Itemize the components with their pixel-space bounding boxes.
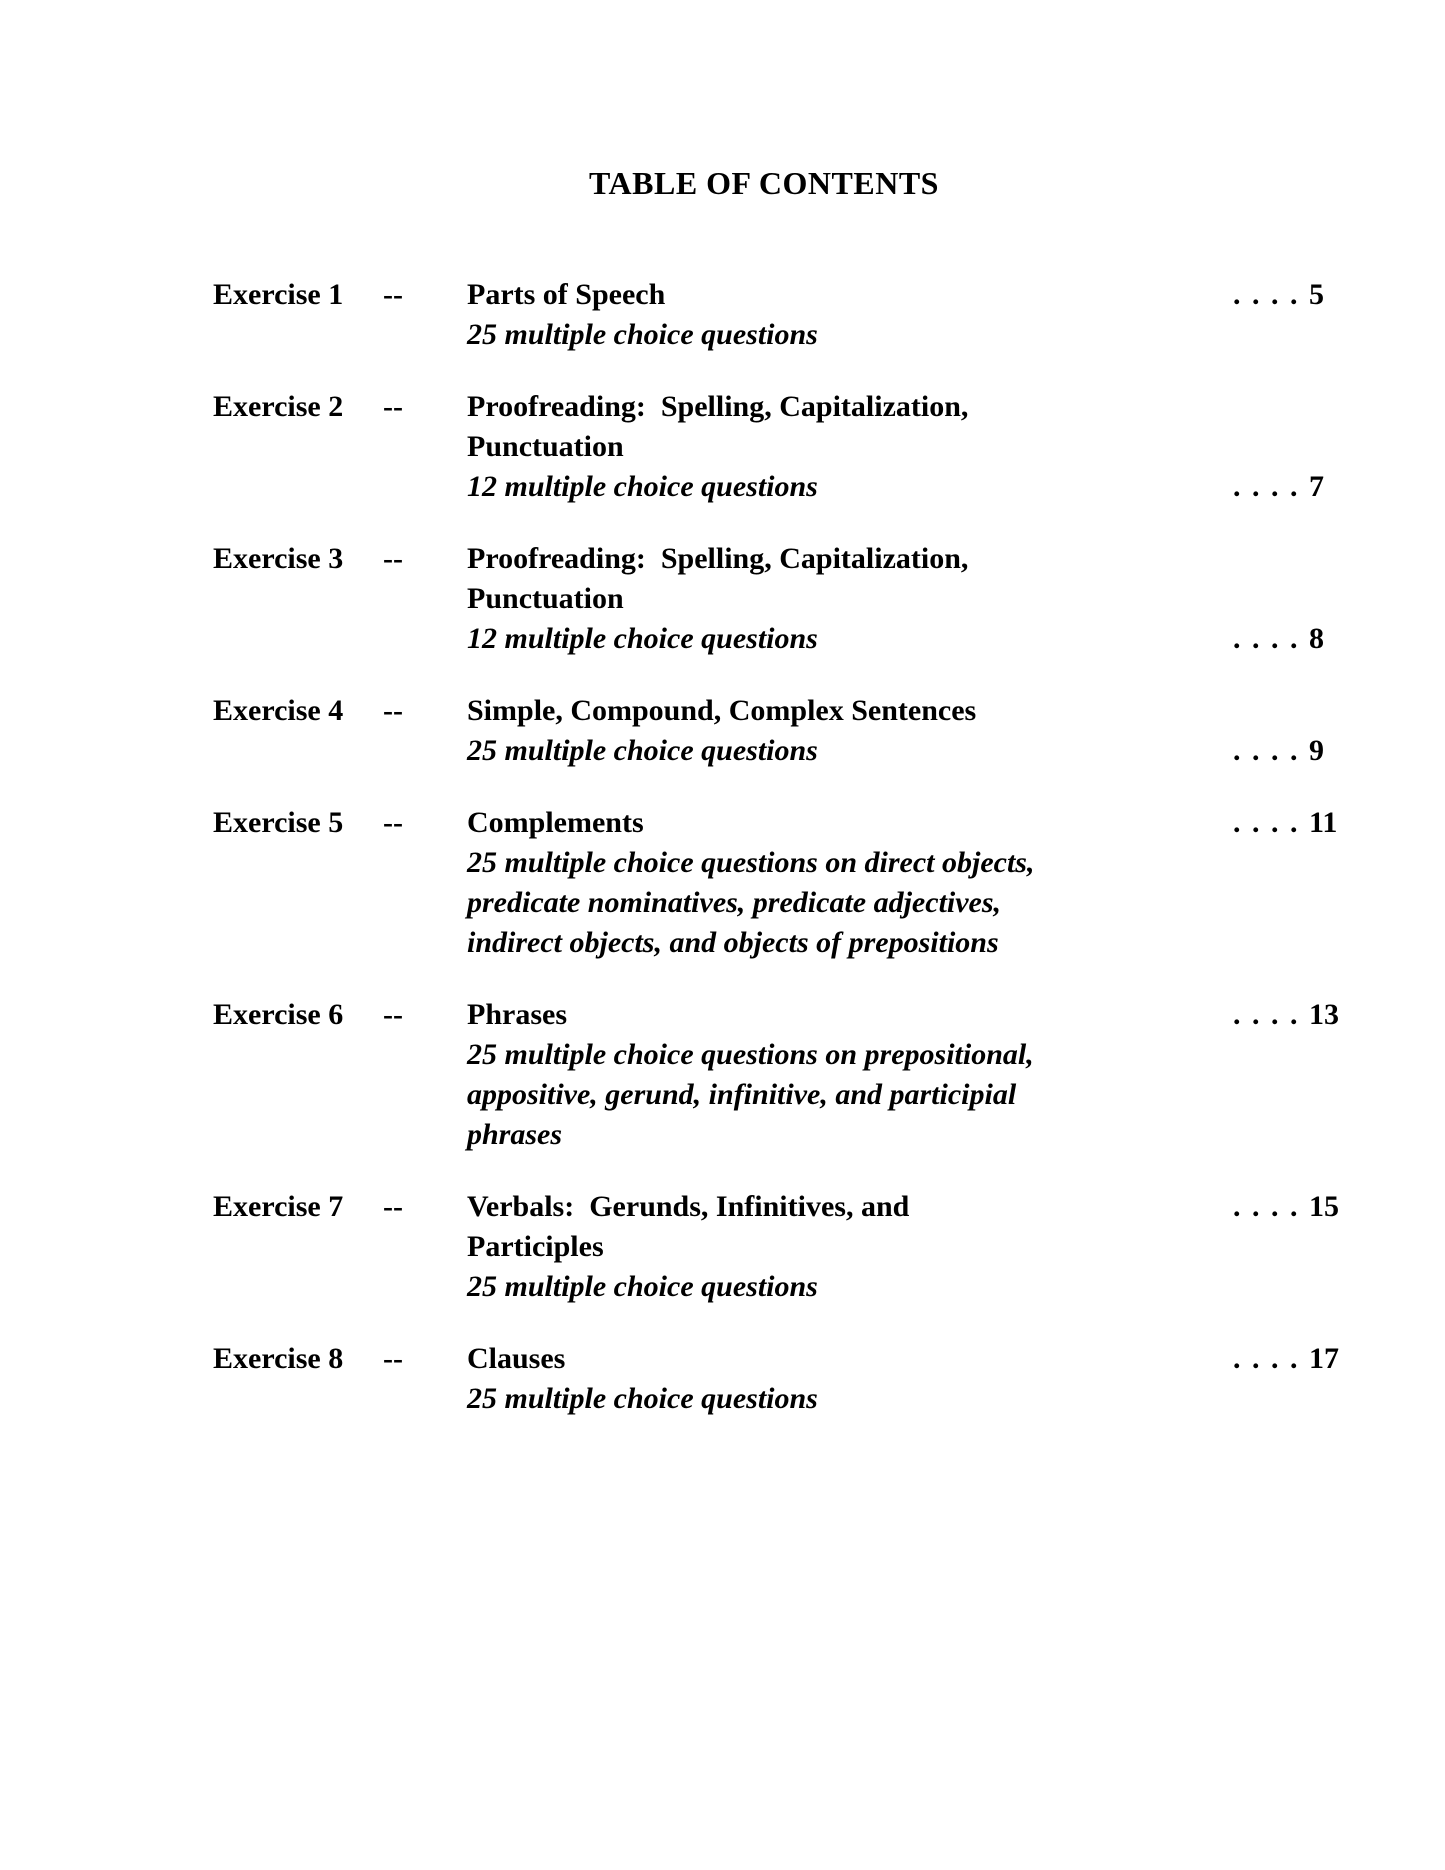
entry-line-text: Complements (467, 806, 644, 839)
page-title: TABLE OF CONTENTS (589, 165, 939, 201)
entry-line (467, 1187, 1339, 1227)
entry-line (467, 803, 1338, 843)
toc-entry (213, 387, 1324, 507)
entry-line (467, 579, 1315, 619)
page-leader (1233, 803, 1337, 843)
toc-entry (213, 1339, 1339, 1419)
page-number: 13 (1309, 998, 1339, 1031)
entry-line-text: 12 multiple choice questions (467, 622, 818, 655)
entry-line (467, 427, 1315, 467)
entry-dash: -- (383, 390, 403, 423)
entry-lines (467, 539, 1324, 659)
toc-list (213, 275, 1339, 1419)
entry-label: Exercise 6 (213, 998, 344, 1031)
page-leader (1233, 275, 1324, 315)
dot-leader: . . . . (1233, 1342, 1309, 1375)
entry-dash: -- (383, 998, 403, 1031)
entry-line (467, 995, 1339, 1035)
entry-line-text: appositive, gerund, infinitive, and participial (467, 1078, 1017, 1111)
page-leader (1233, 619, 1324, 659)
entry-line-text: phrases (467, 1118, 563, 1151)
entry-line (467, 619, 1324, 659)
page-number: 11 (1309, 806, 1338, 839)
entry-line (467, 691, 1315, 731)
dot-leader: . . . . (1233, 622, 1309, 655)
entry-line (467, 1379, 1315, 1419)
page-number: 8 (1309, 622, 1324, 655)
toc-entry (213, 1187, 1339, 1307)
entry-lines (467, 1339, 1339, 1419)
dot-leader: . . . . (1233, 278, 1309, 311)
entry-label: Exercise 2 (213, 390, 344, 423)
entry-line-text: 12 multiple choice questions (467, 470, 818, 503)
dot-leader: . . . . (1233, 1190, 1309, 1223)
entry-dash: -- (383, 278, 403, 311)
entry-line-text: 25 multiple choice questions (467, 318, 818, 351)
entry-lines (467, 387, 1324, 507)
page-number: 15 (1309, 1190, 1339, 1223)
entry-line (467, 275, 1324, 315)
entry-dash: -- (383, 806, 403, 839)
entry-line-text: 25 multiple choice questions on direct objects, (467, 846, 1035, 879)
page-leader (1233, 731, 1324, 771)
entry-label: Exercise 4 (213, 694, 344, 727)
page-leader (1233, 1339, 1339, 1379)
entry-line-text: predicate nominatives, predicate adjectives, (467, 886, 1002, 919)
entry-label: Exercise 7 (213, 1190, 344, 1223)
page-number: 9 (1309, 734, 1324, 767)
toc-entry (213, 275, 1324, 355)
entry-line-text: indirect objects, and objects of prepositions (467, 926, 999, 959)
entry-line (467, 843, 1315, 883)
entry-lines (467, 995, 1339, 1155)
toc-entry (213, 803, 1338, 963)
entry-line-text: Clauses (467, 1342, 566, 1375)
entry-line (467, 883, 1315, 923)
entry-line-text: Proofreading: Spelling, Capitalization, (467, 390, 969, 423)
entry-dash: -- (383, 1342, 403, 1375)
dot-leader: . . . . (1233, 734, 1309, 767)
entry-line-text: Punctuation (467, 582, 624, 615)
entry-line (467, 1035, 1315, 1075)
entry-line (467, 315, 1315, 355)
page-number: 5 (1309, 278, 1324, 311)
dot-leader: . . . . (1233, 470, 1309, 503)
page-content (213, 0, 1339, 1419)
entry-line-text: Parts of Speech (467, 278, 666, 311)
entry-lines (467, 803, 1338, 963)
entry-dash: -- (383, 1190, 403, 1223)
entry-line-text: Participles (467, 1230, 604, 1263)
entry-label: Exercise 8 (213, 1342, 344, 1375)
page-leader (1233, 995, 1339, 1035)
entry-lines (467, 1187, 1339, 1307)
page-leader (1233, 467, 1324, 507)
entry-lines (467, 691, 1324, 771)
entry-label: Exercise 3 (213, 542, 344, 575)
entry-line (467, 923, 1315, 963)
dot-leader: . . . . (1233, 998, 1309, 1031)
toc-entry (213, 691, 1324, 771)
entry-line (467, 467, 1324, 507)
entry-label: Exercise 5 (213, 806, 344, 839)
entry-line-text: 25 multiple choice questions (467, 734, 818, 767)
entry-line-text: 25 multiple choice questions (467, 1270, 818, 1303)
entry-line (467, 539, 1315, 579)
entry-line (467, 1267, 1315, 1307)
entry-line (467, 731, 1324, 771)
entry-label: Exercise 1 (213, 278, 344, 311)
entry-line-text: Proofreading: Spelling, Capitalization, (467, 542, 969, 575)
dot-leader: . . . . (1233, 806, 1309, 839)
entry-dash: -- (383, 542, 403, 575)
entry-line-text: Verbals: Gerunds, Infinitives, and (467, 1190, 910, 1223)
toc-entry (213, 539, 1324, 659)
toc-entry (213, 995, 1339, 1155)
entry-lines (467, 275, 1324, 355)
page-number: 17 (1309, 1342, 1339, 1375)
page-leader (1233, 1187, 1339, 1227)
entry-line (467, 1115, 1315, 1155)
entry-line (467, 1075, 1315, 1115)
entry-dash: -- (383, 694, 403, 727)
page-number: 7 (1309, 470, 1324, 503)
entry-line-text: Simple, Compound, Complex Sentences (467, 694, 977, 727)
entry-line (467, 1339, 1339, 1379)
entry-line (467, 387, 1315, 427)
entry-line-text: Phrases (467, 998, 567, 1031)
entry-line-text: 25 multiple choice questions (467, 1382, 818, 1415)
entry-line-text: 25 multiple choice questions on prepositional, (467, 1038, 1034, 1071)
entry-line-text: Punctuation (467, 430, 624, 463)
entry-line (467, 1227, 1315, 1267)
